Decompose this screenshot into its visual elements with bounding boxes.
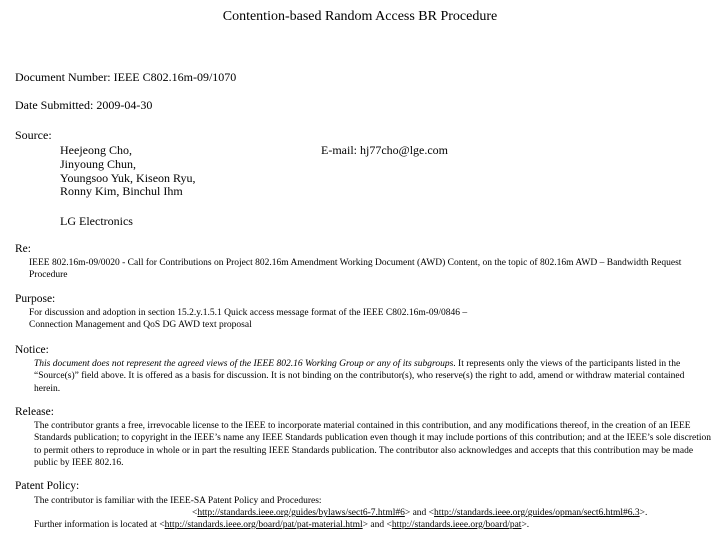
author-email: E-mail: hj77cho@lge.com [321,143,449,157]
author-line: Jinyoung Chun, [60,156,137,171]
link-separator: > and < [404,508,435,518]
release-label: Release: [15,406,54,418]
author-line: Ronny Kim, Binchul Ihm [60,184,183,199]
document-number: Document Number: IEEE C802.16m-09/1070 [15,70,237,84]
further-info-prefix: Further information is located at < [34,520,165,530]
release-text: The contributor grants a free, irrevocable license to the IEEE to incorporate material contained in this contribution, and any modifications thereof, in the creation of an IEEE Standards publication; to copyright in the IEEE’s name any IEEE Standards publication even though it may include portions of this contribution; and at the IEEE’s sole discretion to permit others to reproduce in whole or in part the resulting IEEE Standards publication. The contributor also acknowledges and accepts that this contribution may be made public by IEEE 802.16. [34,421,711,469]
patent-links-line [192,507,647,519]
source-label: Source: [15,128,52,142]
patent-policy-line: The contributor is familiar with the IEEE-SA Patent Policy and Procedures: [34,496,322,506]
further-info-line [34,519,529,531]
author-list [60,144,196,199]
link-bracket: >. [521,520,530,530]
re-text: IEEE 802.16m-09/0020 - Call for Contributions on Project 802.16m Amendment Working Document (AWD) Content, on the topic of 802.16m AWD – Bandwidth Request Procedure [29,258,682,281]
re-label: Re: [15,243,31,255]
patent-policy-label: Patent Policy: [15,480,80,492]
link-bracket: >. [639,508,648,518]
notice-text [34,358,709,395]
notice-label: Notice: [15,344,49,356]
link-separator: > and < [362,520,392,530]
pat-board-link[interactable]: http://standards.ieee.org/board/pat [391,520,522,530]
link-bracket: < [192,508,198,518]
date-submitted: Date Submitted: 2009-04-30 [15,98,153,112]
opman-link[interactable]: http://standards.ieee.org/guides/opman/sect6.html#6.3 [434,508,640,518]
purpose-text: For discussion and adoption in section 15.2.y.1.5.1 Quick access message format of the IEEE C802.16m-09/0846 – Connection Management and QoS DG AWD text proposal [29,308,468,331]
notice-plain-text: . It represents only the views of the participants listed in the “Source(s)” field above. It is offered as a basis for discussion. It is not binding on the contributor(s), who reserve(s) the right to add, amend or withdraw material contained herein. [34,359,685,394]
author-line: Heejeong Cho, [60,143,132,157]
page-title: Contention-based Random Access BR Procedure [222,9,498,24]
purpose-label: Purpose: [15,293,56,305]
notice-italic-text: This document does not represent the agreed views of the IEEE 802.16 Working Group or any of its subgroups [34,359,454,369]
pat-material-link[interactable]: http://standards.ieee.org/board/pat/pat-material.html [164,520,363,530]
organization: LG Electronics [60,214,133,228]
bylaws-link[interactable]: http://standards.ieee.org/guides/bylaws/sect6-7.html#6 [197,508,405,518]
author-line: Youngsoo Yuk, Kiseon Ryu, [60,170,196,185]
